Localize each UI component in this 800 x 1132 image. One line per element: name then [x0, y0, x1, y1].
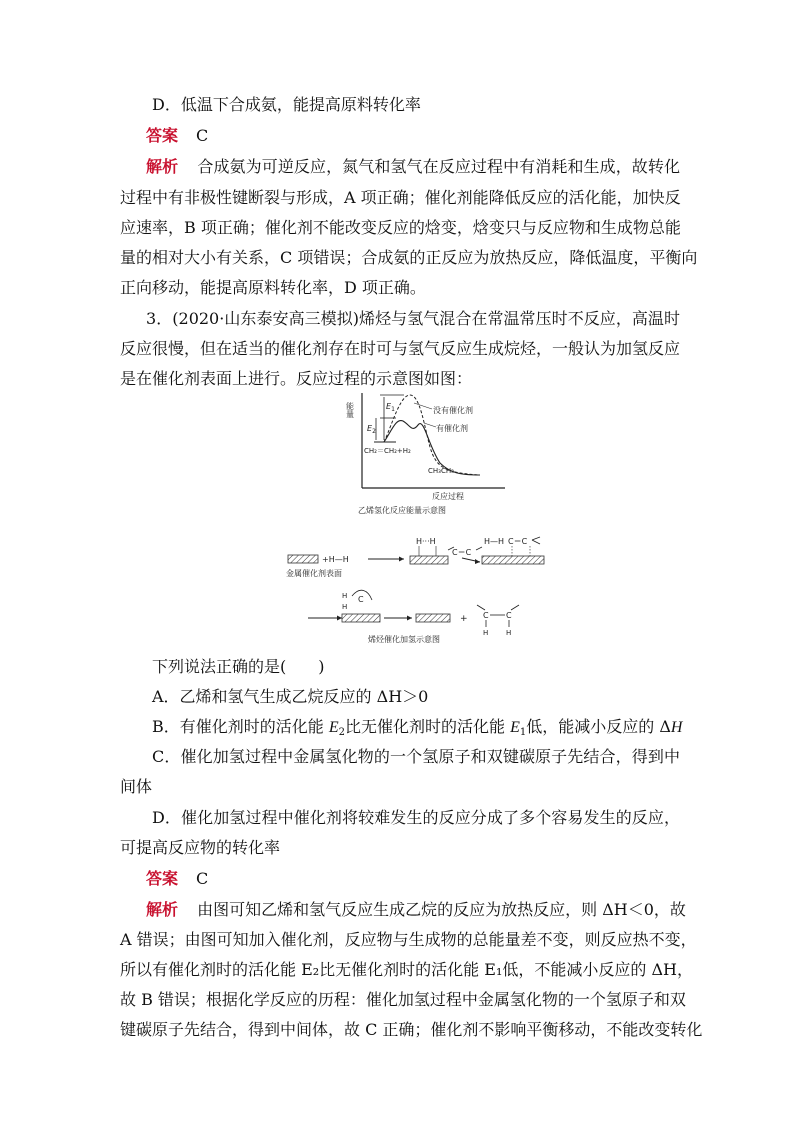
e1-label: [386, 402, 395, 413]
q3-stem-line-3: 是在催化剂表面上进行。反应过程的示意图如图：: [120, 369, 473, 388]
product-label: CH₃CH₃: [428, 467, 454, 475]
catalyst-pointer: [424, 423, 436, 427]
no-catalyst-label: 没有催化剂: [433, 406, 473, 415]
wedge-bonds-1: [532, 537, 540, 544]
q2-answer: [146, 125, 706, 147]
analysis-label: 解析: [146, 900, 179, 919]
q2-analysis-line-3: 应速率，B 项正确；催化剂不能改变反应的焓变，焓变只与反应物和生成物总能: [120, 218, 681, 237]
h-h-adsorbed-label: H···H: [416, 537, 436, 546]
ethylene-bond-right: [476, 547, 482, 550]
catalyst-surface-3: [482, 556, 544, 564]
ethylene-label: C＝C: [452, 548, 472, 557]
ethane-h1-label: H: [483, 629, 489, 637]
q2-analysis-line-1: [146, 156, 680, 178]
e2-subscript: 2: [372, 428, 376, 435]
option-b-sub-1: 1: [519, 727, 527, 738]
option-b-text-2: 比无催化剂时的活化能: [345, 717, 511, 736]
q3-answer: [146, 868, 706, 890]
intermediate-h2-label: H: [342, 603, 348, 611]
ethane-c2-label: C: [506, 611, 512, 620]
e1-letter: E: [386, 402, 392, 411]
intermediate-h-label: H: [342, 592, 348, 600]
hydrogenation-diagram: [280, 528, 570, 646]
catalyst-label: 有催化剂: [436, 424, 468, 433]
answer-label: 答案: [146, 126, 179, 145]
catalyst-surface-4: [342, 614, 380, 622]
ethane-h2-label: H: [506, 629, 512, 637]
ethane-c1-label: C: [483, 611, 489, 620]
plus-h2-label: +H—H: [322, 555, 349, 564]
arrow-4-head: [407, 616, 412, 621]
intermediate-c-label: C: [358, 595, 364, 604]
q2-analysis-line-4: 量的相对大小有关系，C 项错误；合成氨的正反应为放热反应，降低温度，平衡向: [120, 248, 698, 267]
option-b-sub-2: 2: [338, 727, 346, 738]
q3-option-b: [152, 716, 683, 739]
option-b-text-3: 低，能减小反应的 Δ: [526, 717, 671, 736]
q3-option-c-line-2: 间体: [120, 777, 153, 796]
e2-letter: E: [367, 424, 373, 433]
q3-analysis-line-3: 所以有催化剂时的活化能 E₂比无催化剂时的活化能 E₁低，不能减小反应的 ΔH，: [120, 960, 693, 979]
figure1-caption: 乙烯氢化反应能量示意图: [358, 506, 446, 515]
option-b-h: H: [670, 719, 683, 736]
q3-option-d-line-1: D．催化加氢过程中催化剂将较难发生的反应分成了多个容易发生的反应，: [152, 808, 680, 827]
y-axis-label: 能量: [345, 402, 355, 418]
q3-option-c-line-1: C．催化加氢过程中金属氢化物的一个氢原子和双键碳原子先结合，得到中: [152, 747, 680, 766]
analysis-label: 解析: [146, 157, 179, 176]
q3-prompt: 下列说法正确的是( ): [152, 657, 325, 676]
analysis-text: 合成氨为可逆反应，氮气和氢气在反应过程中有消耗和生成，故转化: [197, 157, 680, 176]
q3-analysis-line-2: A 错误；由图可知加入催化剂，反应物与生成物的总能量差不变，则反应热不变，: [120, 930, 697, 949]
h-h-ethylene-label: H—H: [484, 537, 505, 546]
q3-stem-line-2: 反应很慢，但在适当的催化剂存在时可与氢气反应生成烷烃，一般认为加氢反应: [120, 339, 681, 358]
plus-sign: +: [460, 614, 468, 624]
option-b-e: E: [328, 719, 339, 736]
catalyst-surface-5: [416, 614, 450, 622]
q2-option-d: D．低温下合成氨，能提高原料转化率: [152, 95, 421, 114]
option-b-text-1: B．有催化剂时的活化能: [152, 717, 329, 736]
e2-label: [367, 424, 376, 435]
e1-subscript: 1: [391, 406, 395, 413]
analysis-text: 由图可知乙烯和氢气反应生成乙烷的反应为放热反应，则 ΔH＜0，故: [197, 900, 686, 919]
no-catalyst-pointer: [414, 403, 432, 409]
option-b-e1: E: [510, 719, 520, 736]
answer-label: 答案: [146, 869, 179, 888]
ethylene-on-surface-label: C＝C: [508, 537, 528, 546]
q3-analysis-line-4: 故 B 错误；根据化学反应的历程：催化加氢过程中金属氢化物的一个氢原子和双: [120, 990, 686, 1009]
q2-analysis-line-2: 过程中有非极性键断裂与形成，A 项正确；催化剂能降低反应的活化能，加快反: [120, 188, 681, 207]
ethane-top-bonds: [477, 605, 519, 610]
q3-analysis-line-1: [146, 899, 686, 921]
answer-value: C: [196, 126, 209, 145]
arrow-3-head: [337, 616, 342, 621]
catalyst-surface-1: [288, 555, 318, 563]
x-axis-label: 反应过程: [432, 492, 464, 501]
catalyst-surface-2: [410, 556, 448, 564]
q3-analysis-line-5: 键碳原子先结合，得到中间体，故 C 正确；催化剂不影响平衡移动，不能改变转化: [120, 1020, 703, 1039]
arrow-1-head: [399, 557, 404, 562]
q3-stem-line-1: 3．(2020·山东泰安高三模拟)烯烃与氢气混合在常温常压时不反应，高温时: [146, 309, 680, 328]
q2-analysis-line-5: 正向移动，能提高原料转化率，D 项正确。: [120, 278, 426, 297]
q3-option-d-line-2: 可提高反应物的转化率: [120, 838, 281, 857]
energy-diagram: [340, 385, 520, 520]
surface-label: 金属催化剂表面: [286, 569, 342, 578]
reactant-label: CH₂＝CH₂+H₂: [364, 447, 411, 455]
q3-option-a: A．乙烯和氢气生成乙烷反应的 ΔH＞0: [152, 687, 429, 706]
figure2-caption: 烯烃催化加氢示意图: [368, 635, 440, 644]
answer-value: C: [196, 869, 209, 888]
